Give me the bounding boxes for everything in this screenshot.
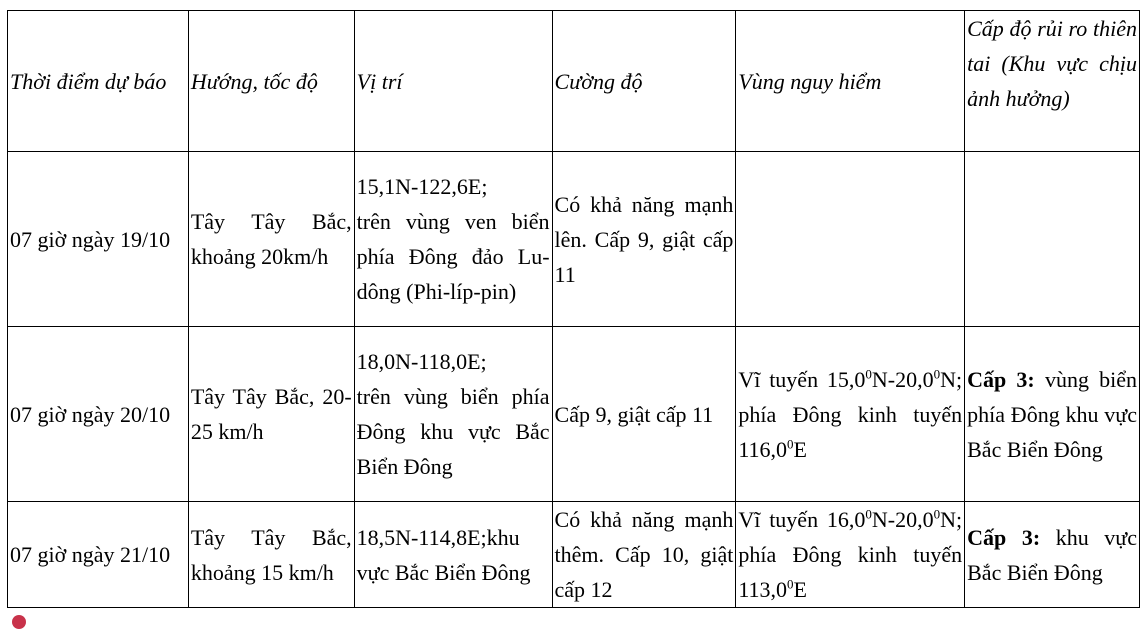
degree-sup: 0	[933, 506, 941, 522]
danger-text-a: Vĩ tuyến 15,0	[738, 366, 866, 392]
degree-sup: 0	[865, 366, 872, 382]
cell-direction: Tây Tây Bắc, 20-25 km/h	[188, 327, 354, 502]
cell-direction: Tây Tây Bắc, khoảng 15 km/h	[188, 502, 354, 608]
cell-danger-zone	[736, 327, 965, 502]
danger-text-d: E	[793, 577, 807, 602]
cell-risk-level	[965, 502, 1140, 608]
header-intensity: Cường độ	[552, 11, 736, 152]
danger-text-d: E	[793, 436, 807, 462]
cell-position	[354, 152, 552, 327]
degree-sup: 0	[865, 506, 872, 522]
degree-sup: 0	[787, 436, 794, 452]
risk-level-label: Cấp 3:	[967, 366, 1035, 392]
cell-risk-level	[965, 152, 1140, 327]
degree-sup: 0	[933, 366, 941, 382]
danger-text-c: N; phía Đông kinh tuyến 116,0	[738, 366, 963, 462]
risk-area-text: vùng biển phía Đông khu vực Bắc Biển Đông	[967, 366, 1137, 462]
danger-text-b: N-20,0	[871, 366, 934, 392]
cell-position	[354, 502, 552, 608]
cell-intensity: Có khả năng mạnh lên. Cấp 9, giật cấp 11	[552, 152, 736, 327]
danger-text-b: N-20,0	[871, 507, 934, 532]
position-coord: 18,0N-118,0E;	[356, 349, 487, 374]
position-desc: trên vùng biển phía Đông khu vực Bắc Biển Đông	[356, 384, 550, 479]
cell-danger-zone	[736, 152, 965, 327]
position-coord: 18,5N-114,8E;	[356, 524, 487, 550]
bullet-marker	[12, 615, 26, 629]
risk-area-text: khu vực Bắc Biển Đông	[967, 524, 1137, 585]
cell-time: 07 giờ ngày 21/10	[8, 502, 189, 608]
table-row	[8, 502, 1140, 608]
header-position: Vị trí	[354, 11, 552, 152]
header-danger-zone: Vùng nguy hiểm	[736, 11, 965, 152]
position-desc: khu vực Bắc Biển Đông	[356, 524, 531, 585]
cell-risk-level	[965, 327, 1140, 502]
risk-level-label: Cấp 3:	[967, 524, 1041, 550]
table-header-row	[8, 11, 1140, 152]
degree-sup: 0	[787, 576, 794, 592]
table-row	[8, 152, 1140, 327]
cell-intensity: Có khả năng mạnh thêm. Cấp 10, giật cấp 12	[552, 502, 736, 608]
forecast-table	[7, 10, 1140, 608]
cell-time: 07 giờ ngày 20/10	[8, 327, 189, 502]
cell-position	[354, 327, 552, 502]
cell-direction: Tây Tây Bắc, khoảng 20km/h	[188, 152, 354, 327]
header-direction: Hướng, tốc độ	[188, 11, 354, 152]
cell-time: 07 giờ ngày 19/10	[8, 152, 189, 327]
header-risk-level: Cấp độ rủi ro thiên tai (Khu vực chịu ảnh hưởng)	[965, 11, 1140, 152]
table-row	[8, 327, 1140, 502]
cell-intensity: Cấp 9, giật cấp 11	[552, 327, 736, 502]
position-desc: trên vùng ven biển phía Đông đảo Lu-dông (Phi-líp-pin)	[356, 209, 550, 304]
cell-danger-zone	[736, 502, 965, 608]
position-coord: 15,1N-122,6E;	[356, 174, 488, 199]
danger-text-a: Vĩ tuyến 16,0	[738, 507, 866, 532]
header-time: Thời điểm dự báo	[8, 11, 189, 152]
danger-text-c: N; phía Đông kinh tuyến 113,0	[738, 507, 963, 602]
